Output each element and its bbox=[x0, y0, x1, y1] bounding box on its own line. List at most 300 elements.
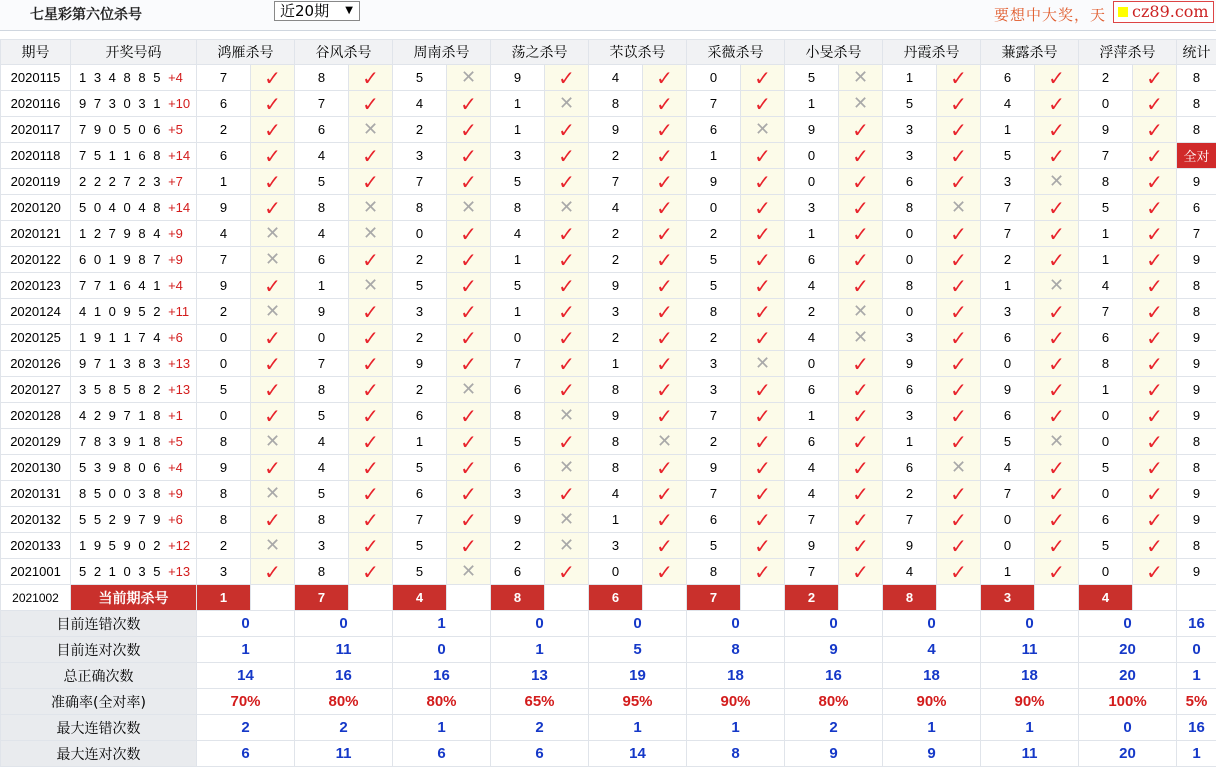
summary-value: 2 bbox=[295, 715, 393, 741]
draw-numbers: 9 7 1 3 8 3 bbox=[79, 356, 163, 371]
table-row bbox=[1, 377, 1216, 403]
check-icon: ✓ bbox=[1146, 143, 1163, 168]
col-header-expert: 周南杀号 bbox=[393, 40, 491, 65]
cross-icon: ✕ bbox=[264, 534, 281, 556]
kill-number-cell: 8 bbox=[1079, 351, 1133, 377]
table-row bbox=[1, 403, 1216, 429]
check-icon: ✓ bbox=[460, 429, 477, 454]
summary-row bbox=[1, 637, 1216, 663]
kill-number-cell: 6 bbox=[1079, 325, 1133, 351]
result-cell bbox=[545, 247, 589, 273]
stat-cell: 9 bbox=[1177, 481, 1216, 507]
kill-number-cell: 7 bbox=[687, 403, 741, 429]
check-icon: ✓ bbox=[264, 559, 281, 584]
draw-extra: +11 bbox=[168, 304, 190, 319]
kill-number-cell: 5 bbox=[687, 533, 741, 559]
current-stat-blank bbox=[1177, 585, 1216, 611]
col-header-expert: 丹霞杀号 bbox=[883, 40, 981, 65]
check-icon: ✓ bbox=[264, 455, 281, 480]
result-cell bbox=[349, 533, 393, 559]
cross-icon: ✕ bbox=[558, 456, 575, 478]
result-cell bbox=[643, 533, 687, 559]
cross-icon: ✕ bbox=[362, 196, 379, 218]
table-row bbox=[1, 299, 1216, 325]
result-cell bbox=[1035, 481, 1079, 507]
summary-value: 80% bbox=[295, 689, 393, 715]
result-cell bbox=[937, 377, 981, 403]
kill-number-cell: 1 bbox=[197, 169, 251, 195]
current-kill-number: 1 bbox=[197, 585, 251, 611]
site-logo[interactable]: cz89.com bbox=[1113, 1, 1214, 23]
result-cell bbox=[545, 117, 589, 143]
kill-number-cell: 1 bbox=[393, 429, 447, 455]
kill-number-cell: 2 bbox=[589, 221, 643, 247]
cross-icon: ✕ bbox=[950, 456, 967, 478]
stat-cell: 9 bbox=[1177, 559, 1216, 585]
result-cell bbox=[1035, 507, 1079, 533]
check-icon: ✓ bbox=[362, 559, 379, 584]
current-kill-blank bbox=[447, 585, 491, 611]
result-cell bbox=[447, 455, 491, 481]
summary-value: 0 bbox=[1079, 611, 1177, 637]
kill-number-cell: 7 bbox=[197, 65, 251, 91]
col-header-expert: 小旻杀号 bbox=[785, 40, 883, 65]
check-icon: ✓ bbox=[852, 117, 869, 142]
result-cell bbox=[839, 351, 883, 377]
current-kill-blank bbox=[643, 585, 687, 611]
kill-number-cell: 7 bbox=[1079, 299, 1133, 325]
result-cell bbox=[1035, 117, 1079, 143]
result-cell bbox=[1133, 351, 1177, 377]
draw-extra: +4 bbox=[168, 70, 183, 85]
check-icon: ✓ bbox=[1048, 325, 1065, 350]
period-cell: 2021001 bbox=[1, 559, 71, 585]
check-icon: ✓ bbox=[558, 377, 575, 402]
result-cell bbox=[643, 273, 687, 299]
kill-number-cell: 6 bbox=[491, 559, 545, 585]
kill-number-cell: 6 bbox=[883, 169, 937, 195]
check-icon: ✓ bbox=[1048, 559, 1065, 584]
summary-stat: 0 bbox=[1177, 637, 1216, 663]
check-icon: ✓ bbox=[1048, 377, 1065, 402]
summary-value: 1 bbox=[687, 715, 785, 741]
current-kill-blank bbox=[741, 585, 785, 611]
kill-number-cell: 5 bbox=[491, 273, 545, 299]
current-kill-blank bbox=[1035, 585, 1079, 611]
kill-number-cell: 3 bbox=[883, 143, 937, 169]
result-cell bbox=[349, 117, 393, 143]
result-cell bbox=[1035, 221, 1079, 247]
table-row bbox=[1, 169, 1216, 195]
current-kill-number: 2 bbox=[785, 585, 839, 611]
kill-number-cell: 4 bbox=[785, 481, 839, 507]
col-header-draw: 开奖号码 bbox=[71, 40, 197, 65]
kill-number-cell: 7 bbox=[785, 507, 839, 533]
draw-cell bbox=[71, 403, 197, 429]
summary-value: 90% bbox=[687, 689, 785, 715]
check-icon: ✓ bbox=[1146, 507, 1163, 532]
check-icon: ✓ bbox=[656, 481, 673, 506]
result-cell bbox=[937, 273, 981, 299]
summary-value: 0 bbox=[197, 611, 295, 637]
draw-numbers: 1 3 4 8 8 5 bbox=[79, 70, 163, 85]
cross-icon: ✕ bbox=[362, 118, 379, 140]
result-cell bbox=[937, 481, 981, 507]
result-cell bbox=[937, 247, 981, 273]
check-icon: ✓ bbox=[852, 169, 869, 194]
kill-number-table bbox=[0, 39, 1216, 767]
result-cell bbox=[251, 559, 295, 585]
check-icon: ✓ bbox=[1146, 221, 1163, 246]
kill-number-cell: 5 bbox=[687, 247, 741, 273]
result-cell bbox=[447, 247, 491, 273]
kill-number-cell: 7 bbox=[295, 351, 349, 377]
result-cell bbox=[447, 299, 491, 325]
top-bar bbox=[0, 0, 1216, 31]
kill-number-cell: 6 bbox=[981, 65, 1035, 91]
kill-number-cell: 2 bbox=[589, 143, 643, 169]
result-cell bbox=[643, 143, 687, 169]
result-cell bbox=[447, 221, 491, 247]
kill-number-cell: 1 bbox=[981, 559, 1035, 585]
cross-icon: ✕ bbox=[1048, 430, 1065, 452]
result-cell bbox=[741, 169, 785, 195]
result-cell bbox=[937, 169, 981, 195]
kill-number-cell: 7 bbox=[295, 91, 349, 117]
draw-extra: +13 bbox=[168, 356, 191, 371]
check-icon: ✓ bbox=[1048, 195, 1065, 220]
check-icon: ✓ bbox=[362, 481, 379, 506]
kill-number-cell: 6 bbox=[785, 429, 839, 455]
check-icon: ✓ bbox=[950, 299, 967, 324]
result-cell bbox=[741, 481, 785, 507]
result-cell bbox=[741, 351, 785, 377]
kill-number-cell: 5 bbox=[393, 559, 447, 585]
kill-number-cell: 2 bbox=[197, 533, 251, 559]
check-icon: ✓ bbox=[656, 195, 673, 220]
kill-number-cell: 8 bbox=[883, 273, 937, 299]
stat-cell: 8 bbox=[1177, 65, 1216, 91]
table-row bbox=[1, 351, 1216, 377]
summary-value: 11 bbox=[981, 741, 1079, 767]
summary-stat: 16 bbox=[1177, 715, 1216, 741]
result-cell bbox=[643, 221, 687, 247]
summary-value: 90% bbox=[883, 689, 981, 715]
summary-value: 6 bbox=[491, 741, 589, 767]
summary-value: 8 bbox=[687, 637, 785, 663]
check-icon: ✓ bbox=[460, 455, 477, 480]
result-cell bbox=[545, 533, 589, 559]
summary-value: 20 bbox=[1079, 637, 1177, 663]
kill-number-cell: 1 bbox=[491, 117, 545, 143]
summary-value: 9 bbox=[785, 637, 883, 663]
kill-number-cell: 7 bbox=[687, 91, 741, 117]
kill-number-cell: 6 bbox=[295, 117, 349, 143]
stat-cell: 8 bbox=[1177, 273, 1216, 299]
result-cell bbox=[1133, 533, 1177, 559]
result-cell bbox=[447, 377, 491, 403]
result-cell bbox=[447, 169, 491, 195]
kill-number-cell: 4 bbox=[393, 91, 447, 117]
check-icon: ✓ bbox=[1146, 169, 1163, 194]
cross-icon: ✕ bbox=[460, 378, 477, 400]
result-cell bbox=[251, 65, 295, 91]
period-cell: 2020126 bbox=[1, 351, 71, 377]
kill-number-cell: 6 bbox=[687, 507, 741, 533]
check-icon: ✓ bbox=[1146, 247, 1163, 272]
result-cell bbox=[839, 455, 883, 481]
check-icon: ✓ bbox=[852, 221, 869, 246]
kill-number-cell: 3 bbox=[393, 299, 447, 325]
kill-number-cell: 8 bbox=[1079, 169, 1133, 195]
draw-cell bbox=[71, 247, 197, 273]
check-icon: ✓ bbox=[362, 325, 379, 350]
current-kill-number: 4 bbox=[1079, 585, 1133, 611]
result-cell bbox=[545, 481, 589, 507]
draw-extra: +10 bbox=[168, 96, 191, 111]
result-cell bbox=[937, 65, 981, 91]
col-header-stat: 统计 bbox=[1177, 40, 1216, 65]
check-icon: ✓ bbox=[264, 65, 281, 90]
draw-extra: +12 bbox=[168, 538, 191, 553]
result-cell bbox=[251, 533, 295, 559]
summary-value: 16 bbox=[295, 663, 393, 689]
summary-value: 0 bbox=[589, 611, 687, 637]
summary-value: 9 bbox=[785, 741, 883, 767]
period-cell: 2020115 bbox=[1, 65, 71, 91]
kill-number-cell: 1 bbox=[883, 65, 937, 91]
table-row bbox=[1, 117, 1216, 143]
kill-number-cell: 2 bbox=[883, 481, 937, 507]
result-cell bbox=[1133, 143, 1177, 169]
kill-number-cell: 7 bbox=[393, 507, 447, 533]
kill-number-cell: 5 bbox=[295, 481, 349, 507]
stat-cell: 全对 bbox=[1177, 143, 1216, 169]
kill-number-cell: 4 bbox=[589, 65, 643, 91]
check-icon: ✓ bbox=[362, 429, 379, 454]
col-header-expert: 荡之杀号 bbox=[491, 40, 589, 65]
result-cell bbox=[447, 351, 491, 377]
summary-value: 1 bbox=[491, 637, 589, 663]
check-icon: ✓ bbox=[754, 507, 771, 532]
draw-numbers: 5 3 9 8 0 6 bbox=[79, 460, 163, 475]
result-cell bbox=[349, 559, 393, 585]
result-cell bbox=[545, 403, 589, 429]
check-icon: ✓ bbox=[852, 455, 869, 480]
kill-number-cell: 0 bbox=[197, 403, 251, 429]
result-cell bbox=[1133, 169, 1177, 195]
result-cell bbox=[741, 455, 785, 481]
draw-cell bbox=[71, 429, 197, 455]
kill-number-cell: 3 bbox=[491, 481, 545, 507]
result-cell bbox=[447, 273, 491, 299]
kill-number-cell: 5 bbox=[981, 429, 1035, 455]
kill-number-cell: 5 bbox=[687, 273, 741, 299]
check-icon: ✓ bbox=[656, 507, 673, 532]
kill-number-cell: 4 bbox=[589, 195, 643, 221]
result-cell bbox=[545, 325, 589, 351]
result-cell bbox=[741, 221, 785, 247]
cross-icon: ✕ bbox=[852, 300, 869, 322]
period-cell: 2020133 bbox=[1, 533, 71, 559]
stat-cell: 8 bbox=[1177, 429, 1216, 455]
check-icon: ✓ bbox=[852, 377, 869, 402]
kill-number-cell: 4 bbox=[197, 221, 251, 247]
check-icon: ✓ bbox=[754, 143, 771, 168]
summary-label: 最大连错次数 bbox=[1, 715, 197, 741]
check-icon: ✓ bbox=[1048, 533, 1065, 558]
check-icon: ✓ bbox=[754, 91, 771, 116]
result-cell bbox=[643, 117, 687, 143]
table-row bbox=[1, 507, 1216, 533]
result-cell bbox=[349, 195, 393, 221]
check-icon: ✓ bbox=[264, 195, 281, 220]
period-select[interactable] bbox=[274, 1, 360, 21]
result-cell bbox=[349, 169, 393, 195]
check-icon: ✓ bbox=[950, 65, 967, 90]
result-cell bbox=[251, 91, 295, 117]
draw-extra: +6 bbox=[168, 330, 183, 345]
cross-icon: ✕ bbox=[264, 248, 281, 270]
summary-row bbox=[1, 663, 1216, 689]
current-kill-number: 7 bbox=[295, 585, 349, 611]
result-cell bbox=[937, 117, 981, 143]
result-cell bbox=[447, 403, 491, 429]
kill-number-cell: 8 bbox=[393, 195, 447, 221]
result-cell bbox=[839, 65, 883, 91]
summary-value: 0 bbox=[883, 611, 981, 637]
kill-number-cell: 6 bbox=[197, 143, 251, 169]
check-icon: ✓ bbox=[460, 91, 477, 116]
kill-number-cell: 9 bbox=[883, 533, 937, 559]
check-icon: ✓ bbox=[950, 247, 967, 272]
result-cell bbox=[741, 247, 785, 273]
draw-numbers: 9 7 3 0 3 1 bbox=[79, 96, 163, 111]
result-cell bbox=[1035, 247, 1079, 273]
check-icon: ✓ bbox=[362, 143, 379, 168]
result-cell bbox=[839, 403, 883, 429]
kill-number-cell: 4 bbox=[785, 455, 839, 481]
check-icon: ✓ bbox=[1146, 377, 1163, 402]
kill-number-cell: 4 bbox=[981, 91, 1035, 117]
result-cell bbox=[447, 117, 491, 143]
cross-icon: ✕ bbox=[362, 274, 379, 296]
period-cell: 2020129 bbox=[1, 429, 71, 455]
check-icon: ✓ bbox=[656, 299, 673, 324]
summary-stat: 5% bbox=[1177, 689, 1216, 715]
check-icon: ✓ bbox=[460, 273, 477, 298]
current-kill-number: 8 bbox=[883, 585, 937, 611]
cross-icon: ✕ bbox=[264, 222, 281, 244]
check-icon: ✓ bbox=[460, 247, 477, 272]
period-cell: 2020120 bbox=[1, 195, 71, 221]
draw-cell bbox=[71, 143, 197, 169]
period-cell: 2020123 bbox=[1, 273, 71, 299]
check-icon: ✓ bbox=[656, 65, 673, 90]
check-icon: ✓ bbox=[558, 429, 575, 454]
result-cell bbox=[1035, 143, 1079, 169]
promo-text[interactable]: 要想中大奖，天 bbox=[994, 6, 1107, 24]
result-cell bbox=[937, 299, 981, 325]
draw-cell bbox=[71, 481, 197, 507]
result-cell bbox=[643, 481, 687, 507]
check-icon: ✓ bbox=[264, 91, 281, 116]
kill-number-cell: 2 bbox=[491, 533, 545, 559]
check-icon: ✓ bbox=[852, 143, 869, 168]
kill-number-cell: 6 bbox=[491, 377, 545, 403]
check-icon: ✓ bbox=[754, 533, 771, 558]
result-cell bbox=[349, 403, 393, 429]
cross-icon: ✕ bbox=[558, 508, 575, 530]
kill-number-cell: 5 bbox=[1079, 195, 1133, 221]
current-kill-number: 8 bbox=[491, 585, 545, 611]
check-icon: ✓ bbox=[558, 273, 575, 298]
draw-numbers: 3 5 8 5 8 2 bbox=[79, 382, 163, 397]
summary-value: 18 bbox=[687, 663, 785, 689]
cross-icon: ✕ bbox=[754, 352, 771, 374]
kill-number-cell: 4 bbox=[295, 221, 349, 247]
result-cell bbox=[643, 377, 687, 403]
result-cell bbox=[741, 143, 785, 169]
result-cell bbox=[741, 377, 785, 403]
check-icon: ✓ bbox=[1146, 195, 1163, 220]
kill-number-cell: 2 bbox=[197, 299, 251, 325]
result-cell bbox=[839, 273, 883, 299]
kill-number-cell: 4 bbox=[295, 429, 349, 455]
kill-number-cell: 2 bbox=[687, 325, 741, 351]
kill-number-cell: 5 bbox=[197, 377, 251, 403]
stat-cell: 9 bbox=[1177, 325, 1216, 351]
result-cell bbox=[741, 299, 785, 325]
kill-number-cell: 8 bbox=[295, 65, 349, 91]
result-cell bbox=[839, 429, 883, 455]
kill-number-cell: 9 bbox=[981, 377, 1035, 403]
kill-number-cell: 0 bbox=[981, 351, 1035, 377]
stat-cell: 6 bbox=[1177, 195, 1216, 221]
result-cell bbox=[545, 455, 589, 481]
check-icon: ✓ bbox=[852, 481, 869, 506]
kill-number-cell: 7 bbox=[687, 481, 741, 507]
check-icon: ✓ bbox=[754, 455, 771, 480]
check-icon: ✓ bbox=[656, 455, 673, 480]
summary-value: 6 bbox=[197, 741, 295, 767]
kill-number-cell: 7 bbox=[393, 169, 447, 195]
result-cell bbox=[937, 325, 981, 351]
kill-number-cell: 1 bbox=[491, 91, 545, 117]
result-cell bbox=[937, 507, 981, 533]
result-cell bbox=[1035, 377, 1079, 403]
result-cell bbox=[251, 221, 295, 247]
check-icon: ✓ bbox=[558, 351, 575, 376]
check-icon: ✓ bbox=[264, 377, 281, 402]
table-row bbox=[1, 533, 1216, 559]
cross-icon: ✕ bbox=[362, 222, 379, 244]
draw-numbers: 1 9 1 1 7 4 bbox=[79, 330, 163, 345]
kill-number-cell: 6 bbox=[393, 481, 447, 507]
current-kill-number: 3 bbox=[981, 585, 1035, 611]
kill-number-cell: 2 bbox=[687, 221, 741, 247]
kill-number-cell: 7 bbox=[981, 481, 1035, 507]
check-icon: ✓ bbox=[1048, 481, 1065, 506]
result-cell bbox=[251, 299, 295, 325]
kill-number-cell: 4 bbox=[295, 143, 349, 169]
check-icon: ✓ bbox=[852, 403, 869, 428]
period-cell: 2020130 bbox=[1, 455, 71, 481]
kill-number-cell: 8 bbox=[589, 429, 643, 455]
result-cell bbox=[839, 221, 883, 247]
summary-label: 准确率(全对率) bbox=[1, 689, 197, 715]
check-icon: ✓ bbox=[1048, 91, 1065, 116]
